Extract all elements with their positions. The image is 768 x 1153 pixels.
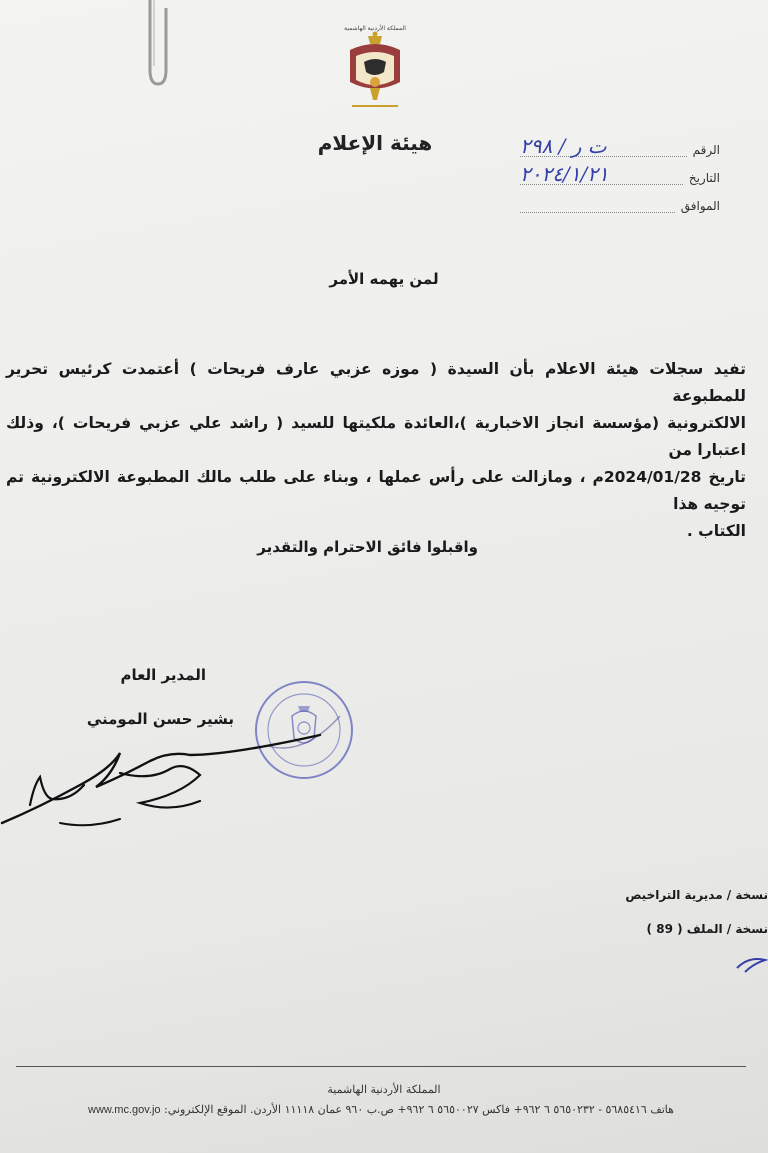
footer-website: www.mc.gov.jo (88, 1104, 161, 1116)
paperclip-icon (140, 0, 176, 88)
footer-contact-text: هاتف ٥٦٨٥٤١٦ - ٥٦٥٠٢٣٢ ٦ ٩٦٢+ فاكس ٥٦٥٠٠٢٧ ٦ ٩٦٢+ ص.ب ٩٦٠ عمان ١١١١٨ الأردن. الموقع الإلكتروني: (164, 1103, 674, 1116)
meta-date-row (520, 162, 720, 186)
ink-mark-icon (735, 950, 768, 975)
date-value: ٢٠٢٤/١/٢١ (520, 162, 609, 186)
copy-line-licensing: نسخة / مديرية التراخيص (625, 888, 768, 902)
number-value: ت ر / ٢٩٨ (520, 134, 607, 158)
corresponding-label: الموافق (680, 199, 720, 213)
salutation: لمن يهمه الأمر (329, 270, 439, 288)
svg-text:المملكة الأردنية الهاشمية: المملكة الأردنية الهاشمية (344, 25, 406, 32)
body-line-4: الكتاب . (686, 522, 746, 540)
handwritten-signature (0, 725, 330, 835)
svg-text:هيئة الإعلام: هيئة الإعلام (317, 131, 433, 155)
footer-org: المملكة الأردنية الهاشمية (327, 1083, 441, 1096)
date-label: التاريخ (688, 171, 720, 185)
footer-divider (16, 1066, 746, 1067)
letter-body (6, 356, 746, 545)
number-label: الرقم (692, 143, 720, 157)
body-line-2: الالكترونية (مؤسسة انجاز الاخبارية )،العائدة ملكيتها للسيد ( راشد علي عزبي فريحات )، وذلك اعتبارا من (6, 414, 746, 459)
copy-line-file: نسخة / الملف ( 89 ) (646, 922, 768, 936)
body-line-3: تاريخ 2024/01/28م ، ومازالت على رأس عملها ، وبناء على طلب مالك المطبوعة الالكترونية تم توجيه هذا (6, 468, 747, 513)
signer-name: بشير حسن المومني (86, 710, 234, 728)
jordan-crest-icon (317, 20, 433, 160)
header-logo (317, 20, 433, 160)
meta-corresponding-row (520, 198, 720, 213)
signer-title: المدير العام (120, 666, 206, 684)
body-line-1: تفيد سجلات هيئة الاعلام بأن السيدة ( موزه عزبي عارف فريحات ) أعتمدت كرئيس تحرير للمطبوعة (6, 360, 746, 405)
closing-line: واقبلوا فائق الاحترام والتقدير (257, 538, 478, 556)
meta-number-row (520, 134, 720, 158)
footer-contact (88, 1103, 674, 1116)
